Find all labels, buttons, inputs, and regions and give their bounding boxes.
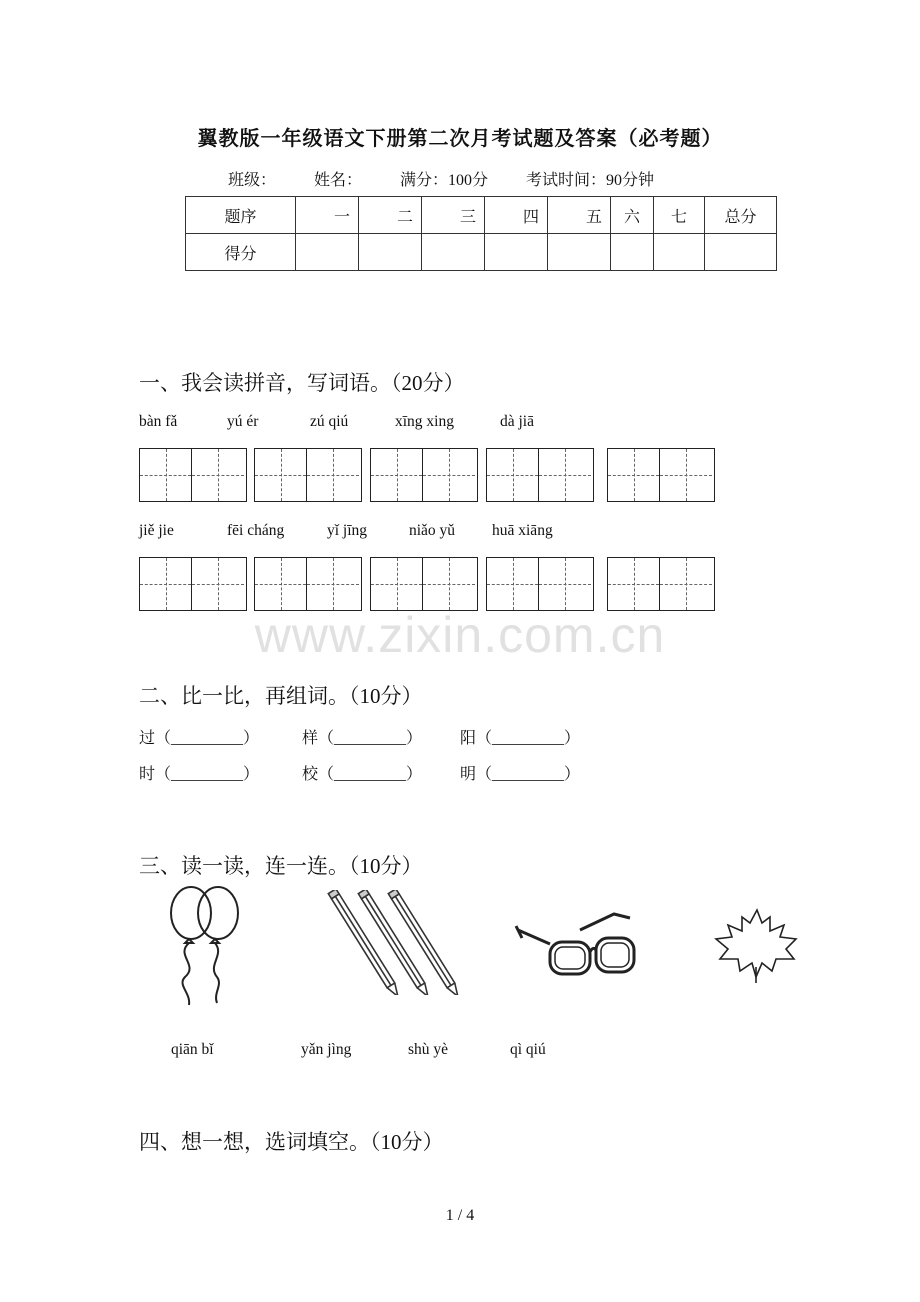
score-cell[interactable]: [705, 234, 777, 271]
writing-grid[interactable]: [486, 448, 594, 502]
match-pinyin[interactable]: yǎn jìng: [301, 1041, 352, 1058]
score-cell[interactable]: [485, 234, 548, 271]
score-table-header-row: [186, 197, 777, 234]
table-cell: 总分: [705, 197, 777, 234]
match-pinyin[interactable]: qì qiú: [510, 1041, 546, 1058]
score-cell[interactable]: [548, 234, 611, 271]
page-number: 1 / 4: [445, 1207, 475, 1224]
table-cell: 二: [359, 197, 422, 234]
score-table: [185, 196, 777, 271]
compare-item[interactable]: 明（_________）: [460, 766, 581, 783]
document-title: 翼教版一年级语文下册第二次月考试题及答案（必考题）: [197, 128, 723, 150]
exam-meta: [228, 167, 688, 190]
pinyin-2-1: jiě jie: [139, 522, 174, 539]
score-cell[interactable]: [359, 234, 422, 271]
table-cell: 三: [422, 197, 485, 234]
pinyin-2-4: niǎo yǔ: [409, 522, 456, 539]
compare-item[interactable]: 阳（_________）: [460, 730, 581, 747]
compare-item[interactable]: 样（_________）: [302, 730, 423, 747]
pinyin-2-3: yǐ jīng: [327, 522, 368, 539]
pinyin-1-5: dà jiā: [500, 413, 534, 430]
compare-item[interactable]: 过（_________）: [139, 730, 260, 747]
leaf-picture[interactable]: [712, 905, 802, 985]
exam-time-label: 考试时间：90分钟: [526, 172, 655, 189]
pinyin-2-5: huā xiāng: [492, 522, 553, 539]
writing-grid[interactable]: [486, 557, 594, 611]
full-score-label: 满分：100分: [400, 172, 489, 189]
pinyin-1-1: bàn fǎ: [139, 413, 178, 430]
pencils-picture[interactable]: [325, 890, 460, 995]
writing-grid[interactable]: [139, 448, 247, 502]
pinyin-2-2: fēi cháng: [227, 522, 285, 539]
writing-grid[interactable]: [607, 557, 715, 611]
score-table-score-row: [186, 234, 777, 271]
section-3-heading: 三、读一读，连一连。（10分）: [139, 854, 423, 878]
writing-grid[interactable]: [370, 448, 478, 502]
watermark: www.zixin.com.cn: [254, 607, 666, 663]
match-pinyin[interactable]: shù yè: [408, 1041, 449, 1058]
writing-grid[interactable]: [139, 557, 247, 611]
score-cell[interactable]: [296, 234, 359, 271]
section-1-heading: 一、我会读拼音，写词语。（20分）: [139, 371, 465, 395]
score-cell[interactable]: [654, 234, 705, 271]
score-cell[interactable]: [611, 234, 654, 271]
class-label: 班级：: [228, 172, 277, 189]
writing-grid[interactable]: [607, 448, 715, 502]
match-pinyin[interactable]: qiān bǐ: [171, 1041, 214, 1058]
balloons-picture[interactable]: [165, 885, 250, 1010]
pinyin-1-3: zú qiú: [310, 413, 349, 430]
name-label: 姓名：: [314, 172, 363, 189]
score-cell[interactable]: [422, 234, 485, 271]
pinyin-1-2: yú ér: [227, 413, 259, 430]
glasses-picture[interactable]: [510, 908, 640, 983]
section-4-heading: 四、想一想，选词填空。（10分）: [139, 1130, 444, 1154]
compare-item[interactable]: 时（_________）: [139, 766, 260, 783]
writing-grid[interactable]: [254, 448, 362, 502]
table-cell: 题序: [186, 197, 296, 234]
table-cell: 得分: [186, 234, 296, 271]
section-2-heading: 二、比一比，再组词。（10分）: [139, 684, 423, 708]
writing-grid[interactable]: [370, 557, 478, 611]
table-cell: 一: [296, 197, 359, 234]
compare-item[interactable]: 校（_________）: [302, 766, 423, 783]
pinyin-1-4: xīng xing: [395, 413, 454, 430]
table-cell: 六: [611, 197, 654, 234]
table-cell: 四: [485, 197, 548, 234]
writing-grid[interactable]: [254, 557, 362, 611]
table-cell: 五: [548, 197, 611, 234]
table-cell: 七: [654, 197, 705, 234]
